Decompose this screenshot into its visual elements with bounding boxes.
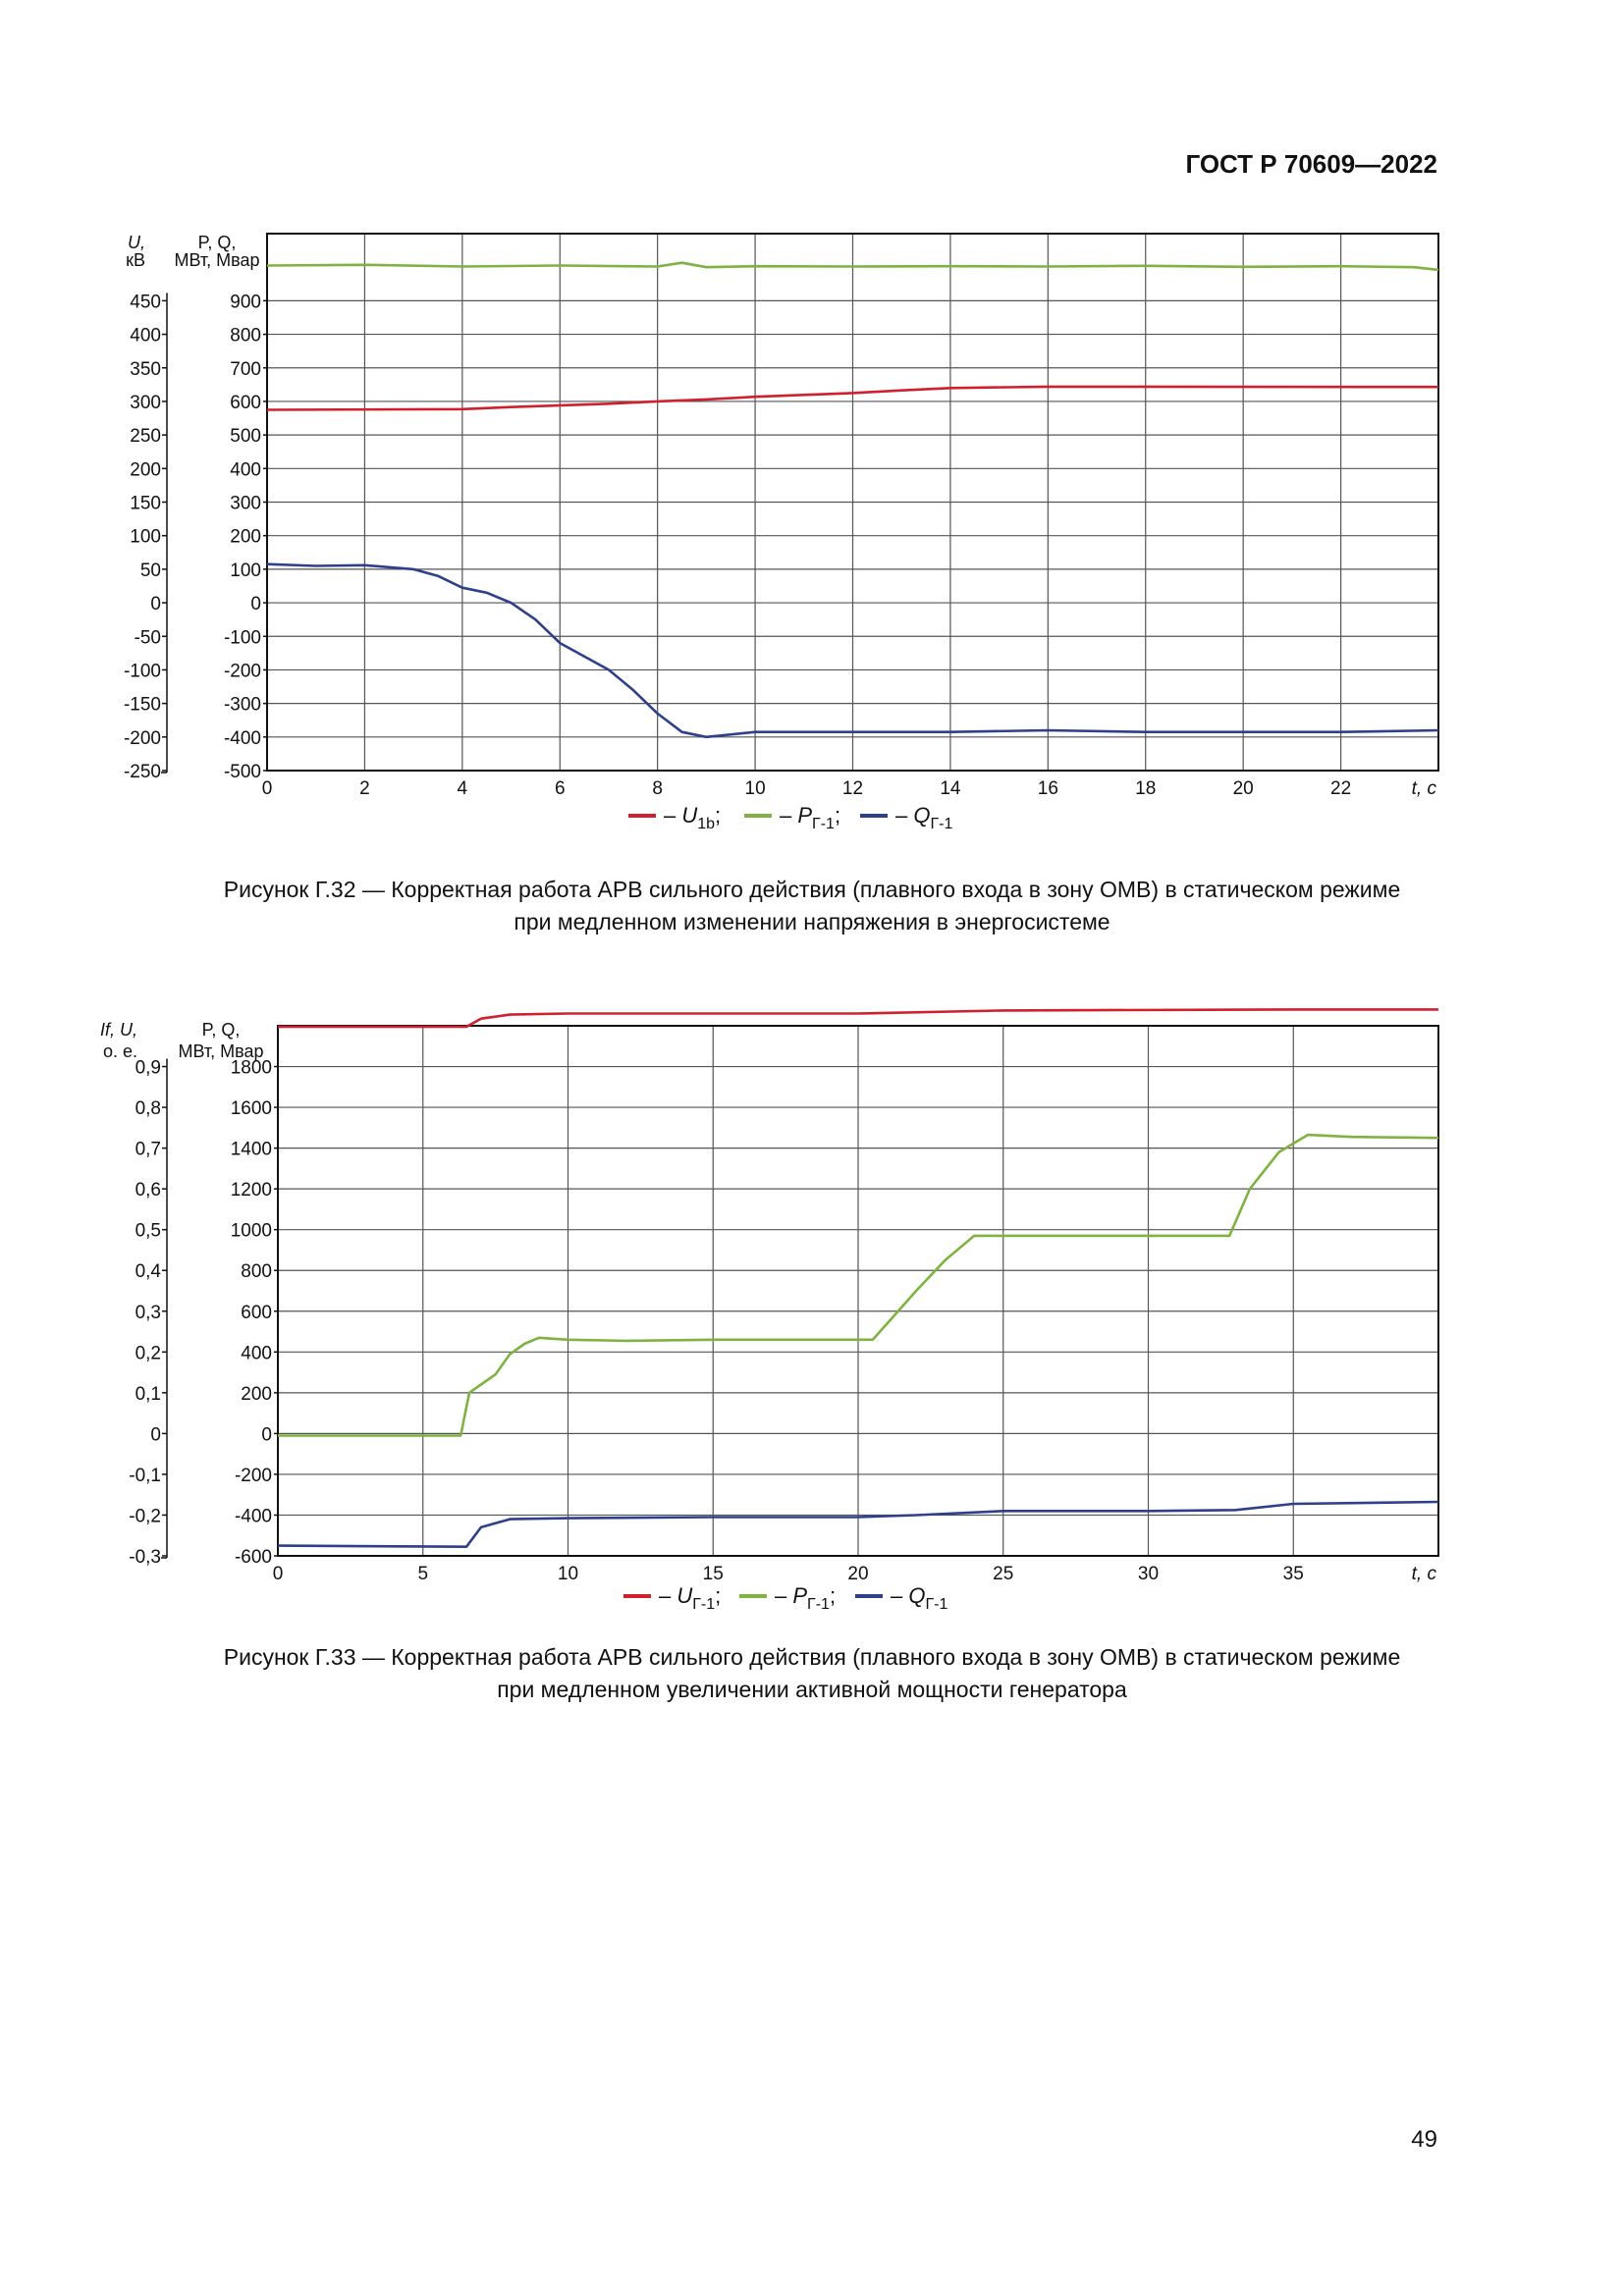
y-tick-label: 300 (230, 493, 261, 514)
u-tick-label: 0 (150, 594, 161, 615)
u-tick-label: 400 (130, 325, 161, 347)
y-tick-label: 0 (261, 1424, 272, 1446)
u-tick-label: -100 (123, 661, 161, 682)
u-axis-label: U, (128, 233, 145, 252)
u-tick-label: 0,3 (135, 1302, 161, 1323)
u-tick-label: 0,1 (135, 1383, 161, 1405)
y-tick-label: 0 (250, 594, 261, 615)
series-line-u (278, 1009, 1438, 1027)
legend-entry-u: – $U_{1b}$; (664, 803, 722, 832)
figure-caption-1 (98, 874, 1526, 938)
u-tick-label: 0,5 (135, 1220, 161, 1242)
chart-2 (0, 1016, 1624, 1625)
x-tick-label: 12 (841, 778, 864, 799)
u-tick-label: -200 (123, 727, 161, 749)
y-tick-label: 400 (230, 459, 261, 481)
u-tick-label: -0,1 (129, 1465, 161, 1486)
y-tick-label: 1400 (230, 1139, 272, 1160)
y-tick-label: 1000 (230, 1220, 272, 1242)
y-tick-label: -400 (234, 1506, 272, 1527)
legend-entry-q: – $Q_{Г-1}$ (895, 803, 953, 832)
y-tick-label: 600 (241, 1302, 272, 1323)
caption-line: при медленном изменении напряжения в энергосистеме (514, 909, 1110, 934)
y-tick-label: -200 (234, 1465, 272, 1486)
u-tick-label: 0,4 (135, 1261, 161, 1283)
x-tick-label: 22 (1330, 778, 1352, 799)
y-tick-label: -400 (223, 727, 261, 749)
u-tick-label: 450 (130, 292, 161, 313)
x-tick-label: 20 (1232, 778, 1254, 799)
x-tick-label: 14 (940, 778, 961, 799)
caption-line: Рисунок Г.32 — Корректная работа АРВ сильного действия (плавного входа в зону ОМВ) в статическом режиме (223, 877, 1401, 902)
caption-line: Рисунок Г.33 — Корректная работа АРВ сильного действия (плавного входа в зону ОМВ) в статическом режиме (223, 1644, 1401, 1670)
u-axis-unit: о. е. (102, 1041, 137, 1061)
legend-entry-p: – $P_{Г-1}$; (780, 803, 841, 832)
x-tick-label: 6 (554, 778, 566, 799)
x-tick-label: 4 (457, 778, 468, 799)
u-tick-label: 0,2 (135, 1343, 161, 1364)
pq-axis-label: P, Q, (197, 233, 237, 252)
y-tick-label: -300 (223, 694, 261, 716)
legend-entry-p: – $P_{Г-1}$; (775, 1583, 837, 1613)
u-tick-label: 0,7 (135, 1139, 161, 1160)
y-tick-label: 100 (230, 560, 261, 581)
x-tick-label: 30 (1137, 1564, 1160, 1584)
document-header: ГОСТ Р 70609—2022 (1185, 149, 1437, 179)
u-tick-label: 250 (130, 426, 161, 448)
u-tick-label: 0,6 (135, 1180, 161, 1201)
y-tick-label: 200 (241, 1383, 272, 1405)
x-tick-label: 5 (417, 1564, 429, 1584)
pq-axis-label: P, Q, (201, 1020, 241, 1040)
u-tick-label: -50 (134, 627, 161, 649)
x-tick-label: 10 (744, 778, 766, 799)
figure-caption-2 (98, 1641, 1526, 1706)
y-tick-label: 1200 (230, 1180, 272, 1201)
y-tick-label: 500 (230, 426, 261, 448)
u-tick-label: 0,9 (135, 1057, 161, 1079)
u-axis-unit: кВ (126, 250, 145, 270)
y-tick-label: -600 (234, 1547, 272, 1568)
legend-entry-q: – $Q_{Г-1}$ (891, 1583, 948, 1613)
u-axis-label: If, U, (99, 1020, 137, 1040)
y-tick-label: 800 (230, 325, 261, 347)
u-tick-label: 100 (130, 526, 161, 548)
page-number: 49 (1411, 2126, 1437, 2153)
x-tick-label: 8 (652, 778, 663, 799)
u-tick-label: -0,3 (129, 1547, 161, 1568)
u-tick-label: 0,8 (135, 1098, 161, 1120)
x-tick-label: 18 (1135, 778, 1157, 799)
x-axis-label: t, с (1411, 1564, 1436, 1584)
y-tick-label: 1800 (230, 1057, 272, 1079)
u-tick-label: 200 (130, 459, 161, 481)
u-tick-label: -150 (123, 694, 161, 716)
y-tick-label: 1600 (230, 1098, 272, 1120)
x-tick-label: 20 (847, 1564, 869, 1584)
u-tick-label: 350 (130, 358, 161, 380)
y-tick-label: -200 (223, 661, 261, 682)
pq-axis-unit: МВт, Мвар (178, 1041, 264, 1061)
y-tick-label: -100 (223, 627, 261, 649)
u-tick-label: 300 (130, 392, 161, 413)
grid (267, 234, 1438, 771)
y-tick-label: 400 (241, 1343, 272, 1364)
x-tick-label: 10 (557, 1564, 579, 1584)
x-axis-label: t, с (1411, 778, 1436, 799)
u-tick-label: 150 (130, 493, 161, 514)
x-tick-label: 15 (702, 1564, 724, 1584)
x-tick-label: 35 (1282, 1564, 1304, 1584)
x-tick-label: 0 (272, 1564, 284, 1584)
u-tick-label: -250 (123, 762, 161, 782)
pq-axis-unit: МВт, Мвар (174, 250, 260, 270)
x-tick-label: 2 (359, 778, 370, 799)
y-tick-label: 200 (230, 526, 261, 548)
y-tick-label: -500 (223, 762, 261, 782)
x-tick-label: 16 (1037, 778, 1058, 799)
x-tick-label: 25 (993, 1564, 1014, 1584)
y-tick-label: 900 (230, 292, 261, 313)
chart-1 (0, 221, 1624, 859)
y-tick-label: 800 (241, 1261, 272, 1283)
grid (278, 1026, 1438, 1556)
x-tick-label: 0 (261, 778, 273, 799)
y-tick-label: 600 (230, 392, 261, 413)
u-tick-label: -0,2 (129, 1506, 161, 1527)
legend-entry-u: – $U_{Г-1}$; (659, 1583, 722, 1613)
caption-line: при медленном увеличении активной мощности генератора (497, 1677, 1127, 1702)
u-tick-label: 0 (150, 1424, 161, 1446)
y-tick-label: 700 (230, 358, 261, 380)
u-tick-label: 50 (139, 560, 161, 581)
